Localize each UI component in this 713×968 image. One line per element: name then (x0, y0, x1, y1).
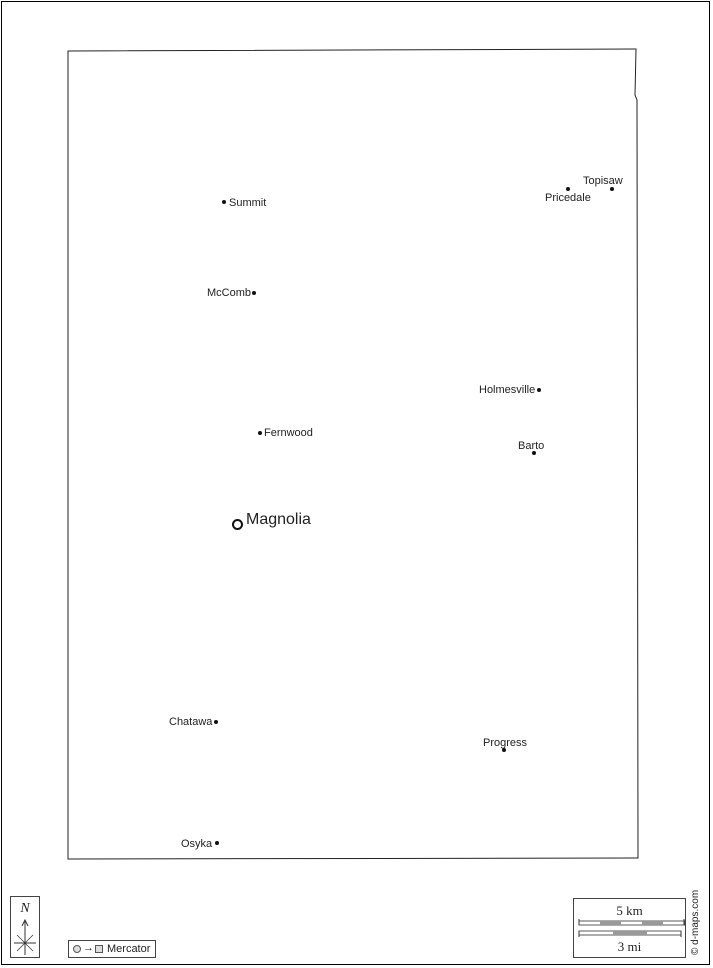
scale-mi-label: 3 mi (617, 939, 642, 954)
scale-km-label: 5 km (616, 903, 643, 918)
town-label-topisaw: Topisaw (583, 175, 623, 187)
town-dot-fernwood (258, 431, 262, 435)
town-label-summit: Summit (229, 197, 267, 209)
town-dot-holmesville (537, 388, 541, 392)
town-label-barto: Barto (518, 440, 545, 452)
scale-bar (573, 898, 686, 958)
town-label-pricedale: Pricedale (545, 192, 591, 204)
town-dot-summit (222, 200, 226, 204)
compass-rose (10, 896, 40, 958)
town-label-progress: Progress (483, 737, 528, 749)
town-dot-osyka (215, 841, 219, 845)
globe-icon (73, 945, 81, 953)
capital-label: Magnolia (246, 511, 311, 528)
town-dot-pricedale (566, 187, 570, 191)
arrow-right-icon: → (83, 942, 94, 954)
town-dot-mccomb (252, 291, 256, 295)
town-label-osyka: Osyka (181, 838, 213, 850)
compass-arrow-icon (11, 917, 39, 957)
town-dot-topisaw (610, 187, 614, 191)
town-label-fernwood: Fernwood (264, 427, 313, 439)
town-dot-chatawa (214, 720, 218, 724)
town-label-mccomb: McComb (207, 287, 252, 299)
scale-graphic (574, 919, 685, 939)
town-label-chatawa: Chatawa (169, 716, 213, 728)
town-label-holmesville: Holmesville (479, 384, 536, 396)
credit-text[interactable]: © d-maps.com (690, 889, 701, 955)
county-boundary (68, 49, 638, 859)
north-label: N (20, 901, 30, 916)
capital-marker (232, 519, 243, 530)
plane-icon (95, 945, 103, 953)
projection-label: Mercator (107, 943, 151, 955)
projection-box (68, 940, 156, 958)
